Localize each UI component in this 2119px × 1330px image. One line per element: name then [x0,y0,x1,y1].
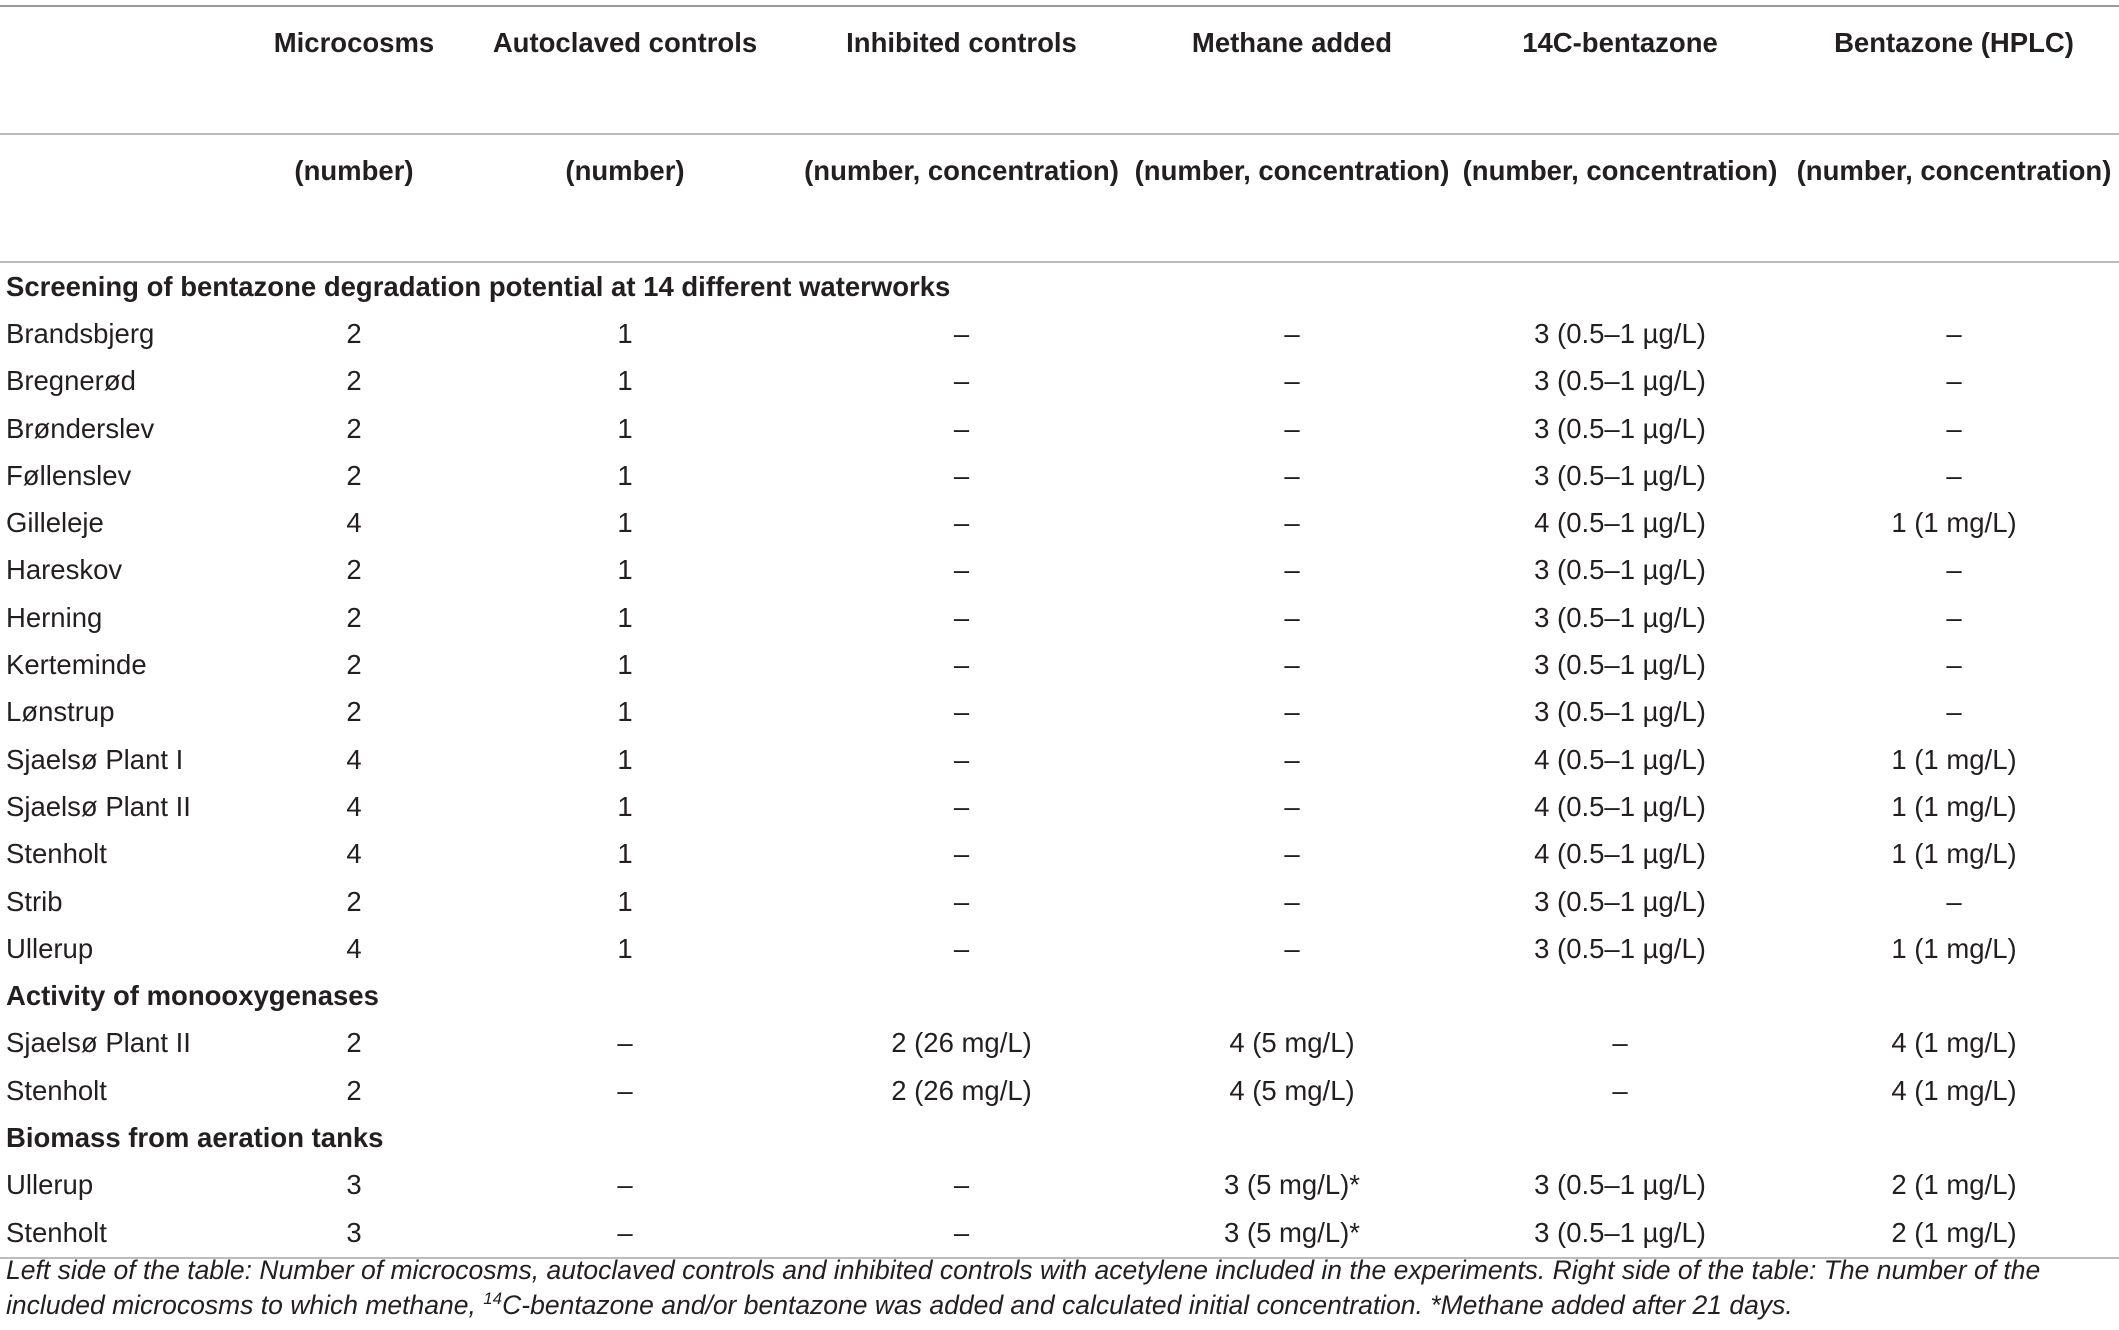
table-cell: 1 (1 mg/L) [1891,507,2017,539]
table-cell: – [1284,743,1300,775]
waterworks-name: Bregnerød [6,365,136,397]
table-cell: 2 [346,317,362,349]
table-cell: – [1284,601,1300,633]
table-row [0,878,2119,925]
table-cell: 1 (1 mg/L) [1891,743,2017,775]
table-cell: 3 (0.5–1 µg/L) [1534,885,1706,917]
table-cell: 1 [617,743,633,775]
waterworks-name: Stenholt [6,838,107,870]
table-row [0,736,2119,783]
table-row [0,831,2119,878]
table-cell: – [1612,1074,1628,1106]
table-cell: 1 [617,885,633,917]
table-footnote [6,1253,2116,1323]
header-inhibited-controls: Inhibited controls [790,6,1133,134]
table-cell: – [953,1169,970,1201]
table-cell: – [953,601,970,633]
header-bentazone-hplc: Bentazone (HPLC) [1789,6,2119,134]
table-cell: – [953,554,970,586]
waterworks-name: Brønderslev [6,412,155,444]
waterworks-name: Lønstrup [6,696,115,728]
table-cell: 1 [617,412,633,444]
unit-methane-added: (number, concentration) [1133,134,1451,262]
waterworks-name: Ullerup [6,1169,94,1201]
table-cell: 1 [617,696,633,728]
table-cell: 4 [346,932,362,964]
unit-microcosms: (number) [248,134,460,262]
table-row [0,1067,2119,1114]
table-cell: – [1284,412,1300,444]
table-cell: – [1284,459,1300,491]
table-cell: 1 [617,317,633,349]
unit-autoclaved-controls: (number) [460,134,790,262]
table-cell: 1 (1 mg/L) [1891,790,2017,822]
section-row [0,262,2119,310]
table-cell: – [617,1169,633,1201]
table-cell: – [953,649,970,681]
table-row [0,1020,2119,1067]
waterworks-name: Føllenslev [6,459,132,491]
table-cell: 2 [346,412,362,444]
table-cell: 3 (0.5–1 µg/L) [1534,365,1706,397]
table-cell: 3 (0.5–1 µg/L) [1534,696,1706,728]
table-row [0,594,2119,641]
table-cell: 2 [346,885,362,917]
header-row-units [0,134,2119,262]
table-cell: 4 (0.5–1 µg/L) [1534,790,1706,822]
table-cell: 1 [617,790,633,822]
table-cell: 3 (0.5–1 µg/L) [1534,412,1706,444]
table-cell: – [1612,1027,1628,1059]
table-cell: 3 (0.5–1 µg/L) [1534,649,1706,681]
table-cell: 1 (1 mg/L) [1891,838,2017,870]
waterworks-name: Strib [6,885,63,917]
table-cell: 2 [346,649,362,681]
section-row [0,972,2119,1019]
table-cell: 2 [346,459,362,491]
table-cell: – [953,317,970,349]
table-cell: 4 [346,743,362,775]
table-cell: 1 [617,507,633,539]
table-cell: – [953,838,970,870]
unit-14c-bentazone: (number, concentration) [1451,134,1789,262]
unit-inhibited-controls: (number, concentration) [790,134,1133,262]
table-cell: – [953,507,970,539]
table-cell: 4 (0.5–1 µg/L) [1534,743,1706,775]
table-row [0,499,2119,546]
table-cell: 4 (1 mg/L) [1891,1074,2017,1106]
table-cell: 2 [346,554,362,586]
table-cell: 1 [617,554,633,586]
table-cell: 2 (1 mg/L) [1891,1169,2017,1201]
table-cell: 4 (1 mg/L) [1891,1027,2017,1059]
table-cell: 2 [346,365,362,397]
table-cell: – [1284,932,1300,964]
table-cell: 2 (26 mg/L) [891,1074,1032,1106]
table-cell: 4 (5 mg/L) [1229,1027,1355,1059]
table-cell: – [953,790,970,822]
header-methane-added: Methane added [1133,6,1451,134]
waterworks-name: Stenholt [6,1074,107,1106]
header-cell [0,6,248,134]
waterworks-name: Hareskov [6,554,123,586]
table-cell: 4 [346,507,362,539]
table-cell: – [953,459,970,491]
table-cell: – [953,696,970,728]
table-cell: 1 [617,838,633,870]
header-row-titles [0,6,2119,134]
table-cell: 3 (0.5–1 µg/L) [1534,932,1706,964]
table-cell: 4 (0.5–1 µg/L) [1534,838,1706,870]
table-cell: – [1946,459,1962,491]
table-cell: – [790,1209,1133,1258]
waterworks-name: Brandsbjerg [6,317,155,349]
table-row [0,925,2119,972]
table-cell: – [953,932,970,964]
table-cell: 2 (26 mg/L) [891,1027,1032,1059]
table-cell: 3 (0.5–1 µg/L) [1534,554,1706,586]
waterworks-name: Stenholt [0,1209,248,1258]
waterworks-name: Ullerup [6,932,94,964]
footnote-text: Left side of the table: Number of microcosms, autoclaved controls and inhibited controls with acetylene included in the experiments. Right side of the table: The number of the included microcosms to which methane, [6,1255,2041,1320]
table-row [0,689,2119,736]
table-cell: 4 [346,838,362,870]
table-cell: 1 [617,649,633,681]
table-cell: 1 [617,601,633,633]
unit-bentazone-hplc: (number, concentration) [1789,134,2119,262]
section-title: Biomass from aeration tanks [6,1121,384,1153]
table-cell: 3 (0.5–1 µg/L) [1451,1209,1789,1258]
table-cell: – [460,1209,790,1258]
waterworks-name: Herning [6,601,103,633]
table-cell: 4 (5 mg/L) [1229,1074,1355,1106]
waterworks-name: Gilleleje [6,507,104,539]
footnote-text-continued: C-bentazone and/or bentazone was added and calculated initial concentration. *Methane added after 21 days. [502,1290,1793,1320]
table-cell: – [617,1074,633,1106]
waterworks-name: Kerteminde [6,649,147,681]
table-cell: – [953,365,970,397]
table-cell: 3 [248,1209,460,1258]
table-cell: – [953,412,970,444]
table-cell: 3 (0.5–1 µg/L) [1534,459,1706,491]
table-row [0,547,2119,594]
table-cell: – [1284,790,1300,822]
table-cell: 2 [346,696,362,728]
table-cell: – [1946,696,1962,728]
waterworks-name: Sjaelsø Plant II [6,790,191,822]
data-table [0,5,2119,1259]
waterworks-name: Sjaelsø Plant II [6,1027,191,1059]
table-cell: 1 [617,932,633,964]
table-cell: – [1946,365,1962,397]
table-row [0,1162,2119,1209]
section-title: Screening of bentazone degradation potential at 14 different waterworks [6,270,951,302]
table-cell: 1 [617,459,633,491]
table-cell: 2 [346,1027,362,1059]
header-autoclaved-controls: Autoclaved controls [460,6,790,134]
header-microcosms: Microcosms [248,6,460,134]
table-cell: – [953,743,970,775]
table-cell: – [1284,554,1300,586]
table-cell: – [1284,507,1300,539]
table-cell: 1 (1 mg/L) [1891,932,2017,964]
table-row [0,405,2119,452]
table-cell: 4 [346,790,362,822]
table-cell: – [1284,365,1300,397]
table-cell: 3 (5 mg/L)* [1223,1169,1361,1201]
table-cell: 3 (5 mg/L)* [1133,1209,1451,1258]
table-row [0,452,2119,499]
footnote-superscript: 14 [483,1289,503,1308]
table-cell: 3 [346,1169,362,1201]
table-row [0,783,2119,830]
table-row [0,1209,2119,1258]
table-cell: – [1946,554,1962,586]
unit-cell [0,134,248,262]
table-cell: – [953,885,970,917]
table-cell: 2 (1 mg/L) [1789,1209,2119,1258]
table-cell: – [1284,696,1300,728]
table-cell: 3 (0.5–1 µg/L) [1534,1169,1706,1201]
waterworks-name: Sjaelsø Plant I [6,743,184,775]
table-cell: – [1946,885,1962,917]
table-cell: 1 [617,365,633,397]
table-cell: 2 [346,601,362,633]
table-cell: – [1284,838,1300,870]
table-cell: 3 (0.5–1 µg/L) [1534,317,1706,349]
table-cell: – [1946,649,1962,681]
table-row [0,310,2119,357]
header-14c-bentazone: 14C-bentazone [1451,6,1789,134]
table-row [0,641,2119,688]
table-cell: 4 (0.5–1 µg/L) [1534,507,1706,539]
table-cell: – [1946,412,1962,444]
section-title: Activity of monooxygenases [6,980,379,1012]
table-cell: – [1946,601,1962,633]
section-row [0,1114,2119,1161]
table-cell: – [1946,317,1962,349]
table-cell: – [1284,885,1300,917]
table-cell: – [617,1027,633,1059]
table-cell: – [1284,649,1300,681]
table-cell: 2 [346,1074,362,1106]
table-cell: 3 (0.5–1 µg/L) [1534,601,1706,633]
table-cell: – [1284,317,1300,349]
table-body [0,262,2119,1258]
table-row [0,358,2119,405]
